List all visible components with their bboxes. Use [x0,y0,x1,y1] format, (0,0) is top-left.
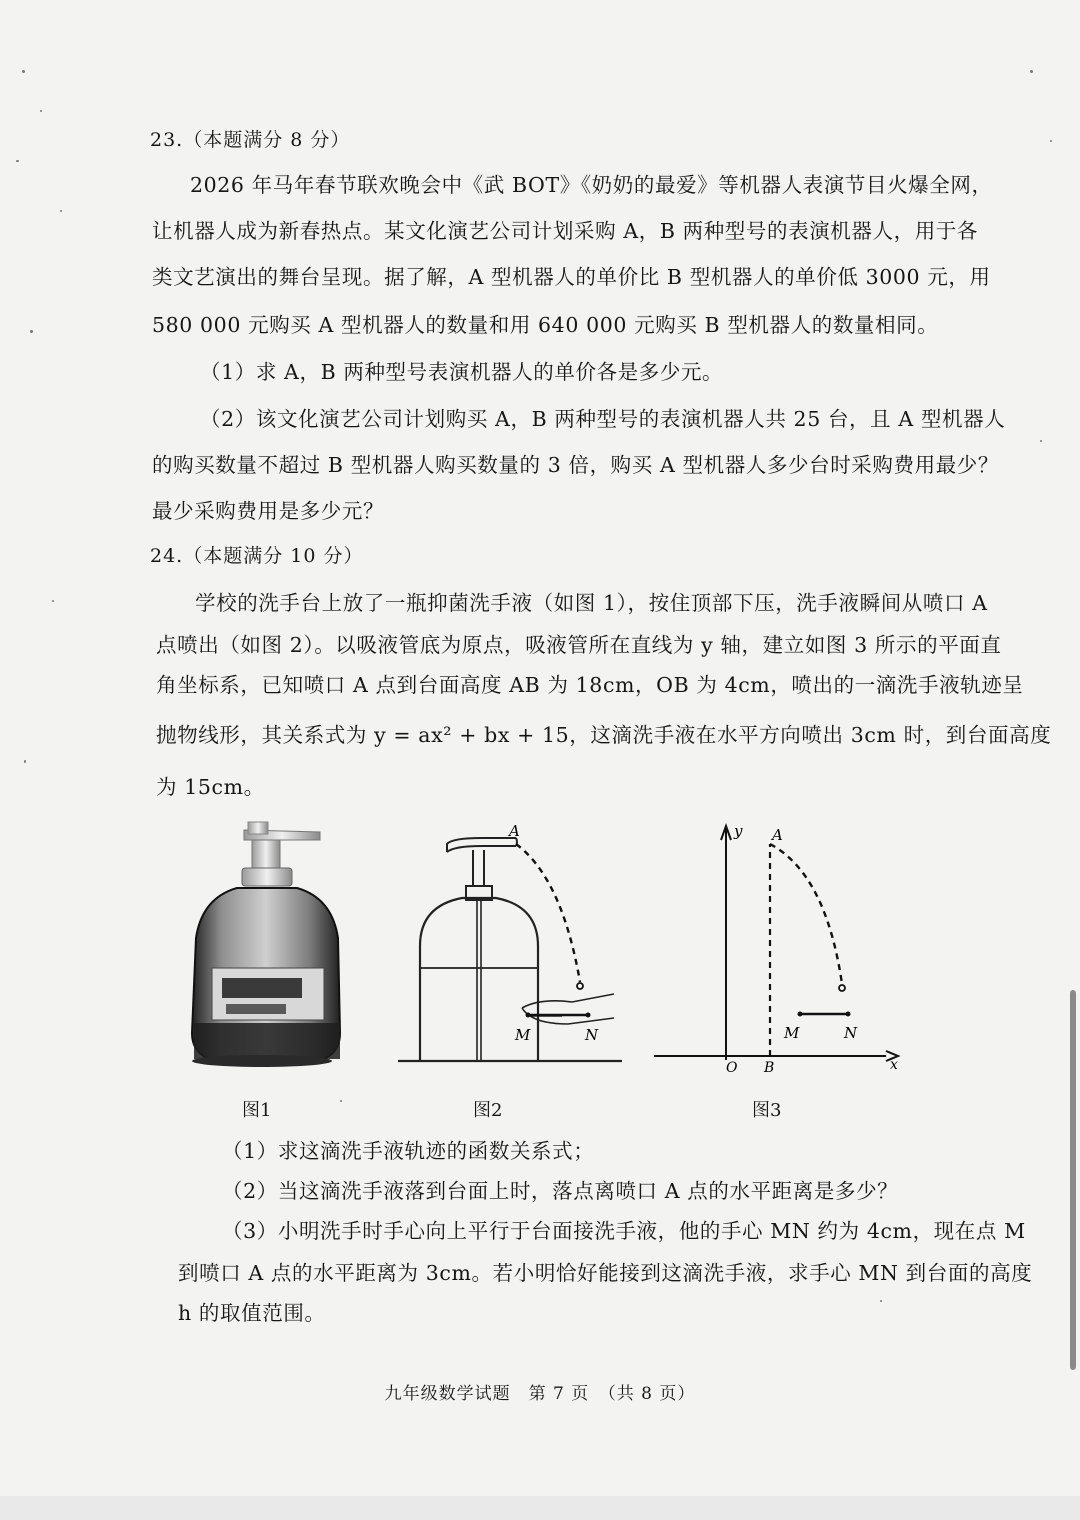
fig2-label-n: N [585,1026,599,1044]
q24-sub1: （1）求这滴洗手液轨迹的函数关系式； [222,1139,595,1163]
figure-2-caption: 图2 [473,1100,503,1121]
fig3-label-o: O [726,1060,738,1076]
fig3-label-b: B [764,1060,775,1076]
page-footer: 九年级数学试题 第 7 页 （共 8 页） [384,1384,696,1404]
scan-speck [60,210,62,212]
q23-sub2-line-1: （2）该文化演艺公司计划购买 A，B 两种型号的表演机器人共 25 台，且 A 型机器人 [200,407,1006,431]
q24-heading: 24.（本题满分 10 分） [150,545,364,567]
q24-line-2: 点喷出（如图 2）。以吸液管底为原点，吸液管所在直线为 y 轴，建立如图 3 所示的平面直 [156,633,1002,657]
scan-speck [30,330,33,333]
fig3-label-m: M [784,1024,800,1042]
q24-line-4: 抛物线形，其关系式为 y = ax² + bx + 15，这滴洗手液在水平方向喷出 3cm 时，到台面高度 [156,723,1052,747]
fig3-label-a: A [772,826,783,844]
q24-sub3-line-1: （3）小明洗手时手心向上平行于台面接洗手液，他的手心 MN 约为 4cm，现在点 M [222,1219,1026,1243]
q24-sub2: （2）当这滴洗手液落到台面上时，落点离喷口 A 点的水平距离是多少？ [222,1179,899,1203]
scan-speck [22,70,25,73]
q23-line-4: 580 000 元购买 A 型机器人的数量和用 640 000 元购买 B 型机器人的数量相同。 [152,313,939,337]
scan-speck [1050,140,1052,142]
fig3-droplet [839,985,845,991]
q24-line-3: 角坐标系，已知喷口 A 点到台面高度 AB 为 18cm，OB 为 4cm，喷出的一滴洗手液轨迹呈 [156,673,1024,697]
scan-speck [340,1100,342,1102]
figure-3-caption: 图3 [752,1100,782,1121]
figure-1-soap-bottle [182,818,352,1073]
q23-line-2: 让机器人成为新春热点。某文化演艺公司计划采购 A，B 两种型号的表演机器人，用于各 [152,219,978,243]
q23-sub2-line-2: 的购买数量不超过 B 型机器人购买数量的 3 倍，购买 A 型机器人多少台时采购费用最少？ [152,453,1000,477]
scan-speck [24,760,26,763]
scan-speck [1040,440,1042,442]
fig3-label-x: x [890,1057,898,1073]
fig2-label-m: M [515,1026,531,1044]
scan-speck [52,600,54,602]
scan-speck [16,160,19,162]
q23-line-3: 类文艺演出的舞台呈现。据了解，A 型机器人的单价比 B 型机器人的单价低 3000 元，用 [152,265,991,289]
q23-heading: 23.（本题满分 8 分） [150,129,351,151]
q23-line-1: 2026 年马年春节联欢晚会中《武 BOT》《奶奶的最爱》等机器人表演节目火爆全网， [190,173,993,197]
fig3-label-y: y [734,822,743,840]
q23-sub2-line-3: 最少采购费用是多少元？ [152,499,385,523]
fig2-hand [522,994,614,1024]
vertical-scrollbar[interactable] [1070,990,1076,1370]
q24-sub3-line-3: h 的取值范围。 [178,1301,326,1325]
scan-speck [1030,70,1033,73]
figure-3-coordinate-system [648,814,910,1080]
fig3-label-n: N [844,1024,858,1042]
scan-speck [40,110,42,112]
scan-speck [880,1300,882,1302]
figure-1-caption: 图1 [242,1100,272,1121]
q24-line-1: 学校的洗手台上放了一瓶抑菌洗手液（如图 1），按住顶部下压，洗手液瞬间从喷口 A [195,591,988,615]
figure-2-dispensing [392,818,628,1068]
fig2-label-a: A [509,822,520,840]
q24-sub3-line-2: 到喷口 A 点的水平距离为 3cm。若小明恰好能接到这滴洗手液，求手心 MN 到台面的高度 [178,1261,1033,1285]
q24-line-5: 为 15cm。 [156,775,265,799]
fig3-trajectory [770,844,842,984]
q23-sub1: （1）求 A，B 两种型号表演机器人的单价各是多少元。 [200,360,724,384]
fig2-droplet [577,983,583,989]
